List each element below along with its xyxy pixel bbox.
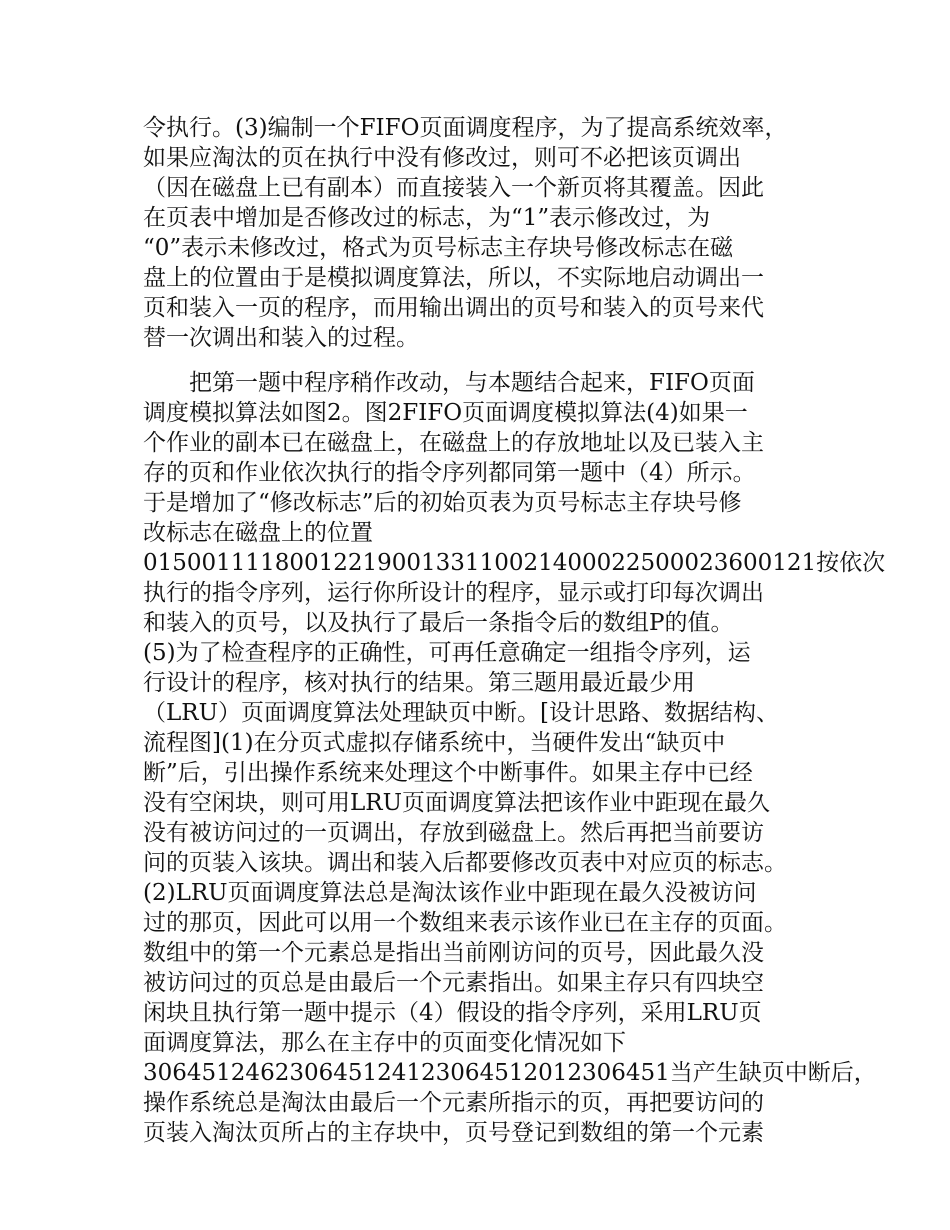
text-line: 于是增加了“修改标志”后的初始页表为页号标志主存块号修 [143,490,742,516]
text-line: 替一次调出和装入的过程。 [143,325,419,351]
text-line: 存的页和作业依次执行的指令序列都同第一题中（4）所示。 [143,460,756,486]
paragraph-1 [143,113,833,353]
text-line: 3064512462306451241230645120123064​51当产生缺页中断后， [143,1060,877,1086]
text-line: 令执行。(3)编制一个FIFO页面调度程序，为了提高系统效率， [143,115,788,141]
paragraph-2 [143,368,886,1148]
text-line: “0”表示未修改过，格式为页号标志主存块号修改标志在磁 [143,235,734,261]
text-line: 操作系统总是淘汰由最后一个元素所指示的页，再把要访问的 [143,1090,764,1116]
text-line: 在页表中增加是否修改过的标志，为“1”表示修改过，为 [143,205,711,231]
text-line: 盘上的位置由于是模拟调度算法，所以，不实际地启动调出一 [143,265,764,291]
text-line: 面调度算法，那么在主存中的页面变化情况如下 [143,1030,626,1056]
text-line: 改标志在磁盘上的位置 [143,520,373,546]
text-line: 被访问过的页总是由最后一个元素指出。如果主存只有四块空 [143,970,764,996]
text-line: 闲块且执行第一题中提示（4）假设的指令序列，采用LRU页 [143,1000,762,1026]
text-line: 和装入的页号，以及执行了最后一条指令后的数组P的值。 [143,610,734,636]
text-line: 数组中的第一个元素总是指出当前刚访问的页号，因此最久没 [143,940,764,966]
text-line: 过的那页，因此可以用一个数组来表示该作业已在主存的页面。 [143,910,787,936]
text-line: （因在磁盘上已有副本）而直接装入一个新页将其覆盖。因此 [143,175,764,201]
text-line: 个作业的副本已在磁盘上，在磁盘上的存放地址以及已装入主 [143,430,764,456]
text-line: 如果应淘汰的页在执行中没有修改过，则可不必把该页调出 [143,145,741,171]
text-line: 页装入淘汰页所占的主存块中，页号登记到数组的第一个元素 [143,1120,764,1146]
text-line: 没有空闲块，则可用LRU页面调度算法把该作业中距现在最久 [143,790,770,816]
text-line: 断”后，引出操作系统来处理这个中断事件。如果主存中已经 [143,760,753,786]
text-line: 执行的指令序列，运行你所设计的程序，显示或打印每次调出 [143,580,764,606]
text-line: 015001111800122190013311002140002250002360012​1按依次 [143,550,886,576]
text-line: 问的页装入该块。调出和装入后都要修改页表中对应页的标志。 [143,850,787,876]
text-line: （LRU）页面调度算法处理缺页中断。[设计思路、数据结构、 [143,700,779,726]
text-line: 调度模拟算法如图2。图2FIFO页面调度模拟算法(4)如果一 [143,400,748,426]
text-line: (2)LRU页面调度算法总是淘汰该作业中距现在最久没被访问 [143,880,757,906]
text-line: 流程图](1)在分页式虚拟存储系统中，当硬件发出“缺页中 [143,730,726,756]
text-line: 行设计的程序，核对执行的结果。第三题用最近最少用 [143,670,695,696]
text-line: (5)为了检查程序的正确性，可再任意确定一组指令序列，运 [143,640,751,666]
text-line: 把第一题中程序稍作改动，与本题结合起来，FIFO页面 [189,370,755,396]
text-line: 页和装入一页的程序，而用输出调出的页号和装入的页号来代 [143,295,764,321]
text-line: 没有被访问过的一页调出，存放到磁盘上。然后再把当前要访 [143,820,764,846]
